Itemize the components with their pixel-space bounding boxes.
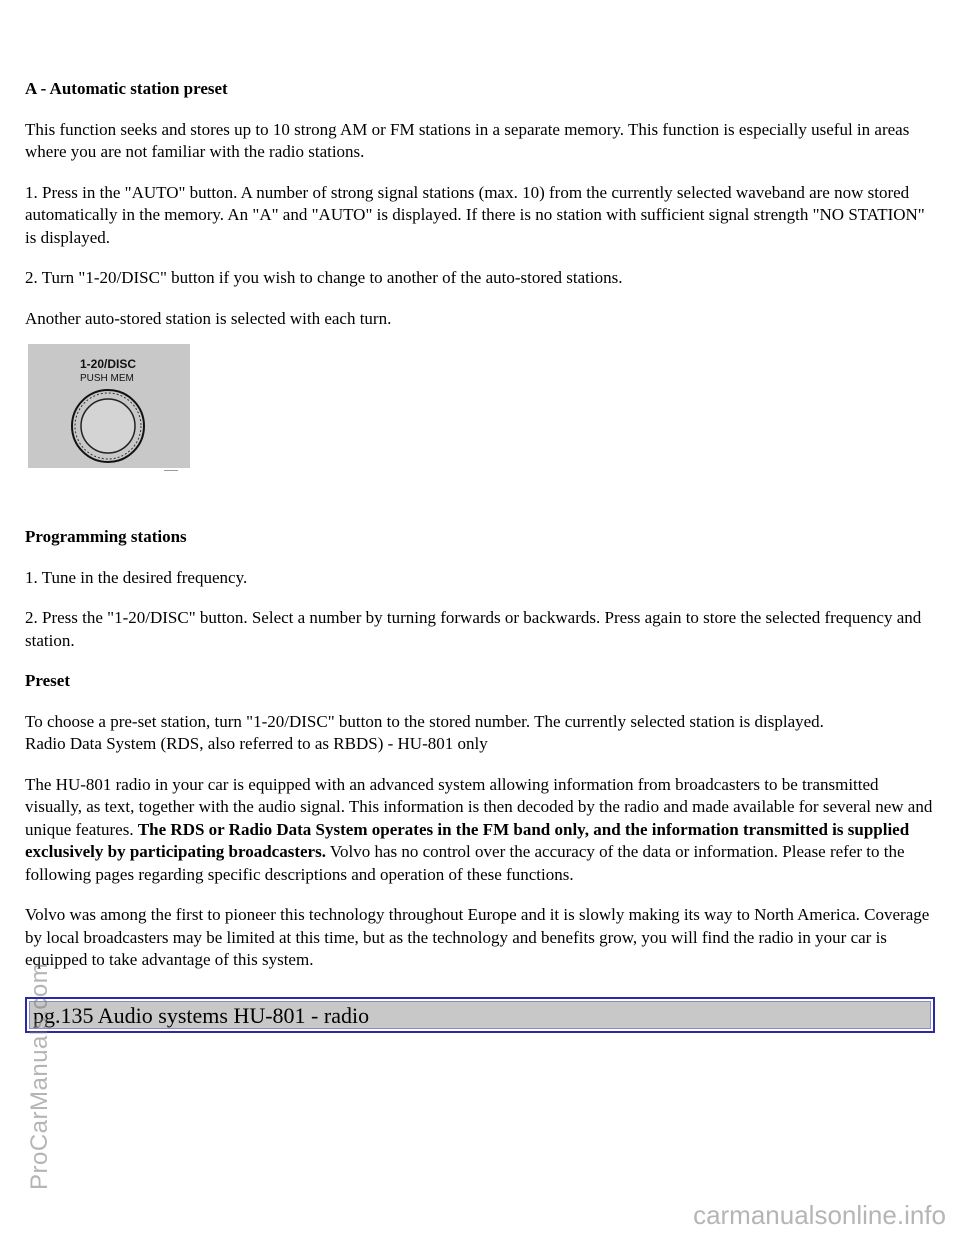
paragraph: Another auto-stored station is selected with each turn.: [25, 308, 392, 328]
bottom-watermark: carmanualsonline.info: [693, 1200, 946, 1230]
paragraph: Volvo was among the first to pioneer this technology throughout Europe and it is slowly making its way to North America. Coverage by local broadcasters may be limited at this time, but as the technology and benefits grow, you will find the radio in your car is equipped to take advantage of this system.: [25, 905, 930, 969]
side-watermark: ProCarManuals.com: [26, 962, 53, 1190]
paragraph-rds: [25, 774, 937, 887]
illustration-panel: [28, 344, 190, 468]
preset-text-line2: Radio Data System (RDS, also referred to as RBDS) - HU-801 only: [25, 734, 488, 753]
paragraph: This function seeks and stores up to 10 strong AM or FM stations in a separate memory. This function is especially useful in areas where you are not familiar with the radio stations.: [25, 119, 910, 161]
paragraph: 2. Turn "1-20/DISC" button if you wish to change to another of the auto-stored stations.: [25, 268, 623, 287]
section-heading-preset: Preset: [25, 671, 70, 690]
manual-page: [25, 78, 937, 990]
page-footer-banner: [25, 997, 935, 1033]
rds-text-a: The HU-801 radio in your car is equipped with an advanced system allowing information from broadcasters to be transmitted visually, as text, together with the audio signal. This information is then decoded by the radio and made available for several new and unique features.: [25, 774, 933, 839]
footer-title: pg.135 Audio systems HU-801 - radio: [29, 1001, 931, 1029]
paragraph: 1. Press in the "AUTO" button. A number of strong signal stations (max. 10) from the currently selected waveband are now stored automatically in the memory. An "A" and "AUTO" is displayed. If there is no station with sufficient signal strength "NO STATION" is displayed.: [25, 182, 925, 247]
paragraph: 1. Tune in the desired frequency.: [25, 567, 248, 587]
figure-mark: [164, 470, 178, 471]
disc-knob-illustration: [28, 344, 194, 472]
knob-center: [81, 399, 135, 453]
rds-text-bold: The RDS or Radio Data System operates in the FM band only, and the information transmitted is supplied exclusively by participating broadcasters.: [25, 819, 910, 861]
knob-label-line1: 1-20/DISC: [80, 357, 137, 371]
section-heading-programming: Programming stations: [25, 527, 187, 546]
preset-text-line1: To choose a pre-set station, turn "1-20/DISC" button to the stored number. The currently selected station is displayed.: [25, 711, 824, 731]
knob-label-line2: PUSH MEM: [80, 373, 134, 384]
paragraph: [25, 711, 937, 756]
paragraph: 2. Press the "1-20/DISC" button. Select a number by turning forwards or backwards. Press again to store the selected frequency and station.: [25, 608, 922, 650]
knob-svg: [28, 344, 190, 468]
section-heading-automatic-preset: A - Automatic station preset: [25, 79, 228, 98]
rds-text-b: Volvo has no control over the accuracy of the data or information. Please refer to the following pages regarding specific descriptions and operation of these functions.: [25, 842, 905, 884]
